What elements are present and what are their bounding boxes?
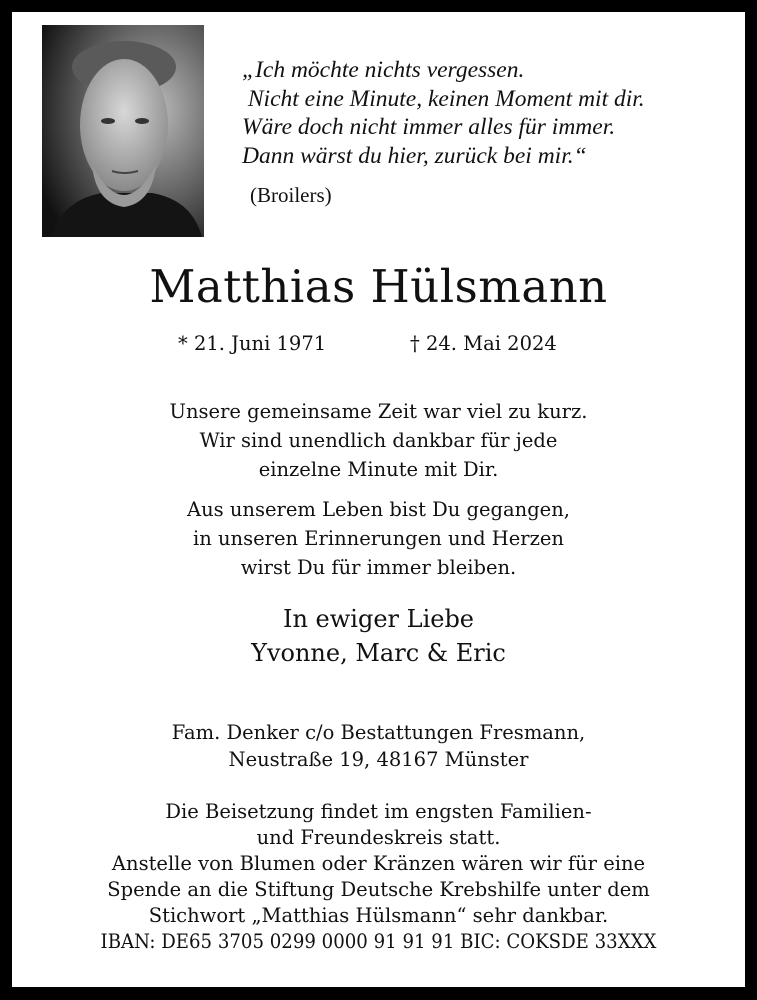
address-line: Fam. Denker c/o Bestattungen Fresmann, bbox=[171, 721, 586, 744]
quote-line: „Ich möchte nichts vergessen. bbox=[242, 57, 525, 83]
quote bbox=[242, 56, 645, 171]
deceased-name: Matthias Hülsmann bbox=[149, 260, 608, 313]
birth-date: * 21. Juni 1971 bbox=[178, 332, 327, 355]
bank-details: IBAN: DE65 3705 0299 0000 91 91 91 BIC: COKSDE 33XXX bbox=[100, 930, 657, 953]
notice-line: Stichwort „Matthias Hülsmann“ sehr dankbar. bbox=[148, 904, 609, 927]
quote-line: Dann wärst du hier, zurück bei mir.“ bbox=[242, 143, 587, 170]
notice-line: Die Beisetzung findet im engsten Familien- bbox=[165, 800, 592, 823]
message-line: Unsere gemeinsame Zeit war viel zu kurz. bbox=[169, 400, 588, 423]
obituary-card bbox=[12, 12, 745, 987]
quote-line: Wäre doch nicht immer alles für immer. bbox=[242, 114, 616, 141]
signature-names: Yvonne, Marc & Eric bbox=[251, 639, 506, 667]
signature-line: In ewiger Liebe bbox=[282, 605, 475, 633]
message-line: einzelne Minute mit Dir. bbox=[258, 458, 499, 481]
notice-line: und Freundeskreis statt. bbox=[256, 826, 501, 849]
address-line: Neustraße 19, 48167 Münster bbox=[228, 748, 529, 771]
message-line: in unseren Erinnerungen und Herzen bbox=[193, 527, 564, 550]
message-line: Aus unserem Leben bist Du gegangen, bbox=[187, 498, 570, 521]
quote-line: Nicht eine Minute, keinen Moment mit dir. bbox=[242, 85, 645, 112]
quote-source: (Broilers) bbox=[250, 183, 332, 207]
portrait-photo bbox=[42, 25, 204, 237]
death-date: † 24. Mai 2024 bbox=[410, 332, 557, 355]
notice-line: Spende an die Stiftung Deutsche Krebshilfe unter dem bbox=[107, 878, 650, 901]
message-line: wirst Du für immer bleiben. bbox=[240, 556, 517, 579]
notice-line: Anstelle von Blumen oder Kränzen wären wir für eine bbox=[111, 852, 646, 875]
message-line: Wir sind unendlich dankbar für jede bbox=[199, 429, 558, 452]
